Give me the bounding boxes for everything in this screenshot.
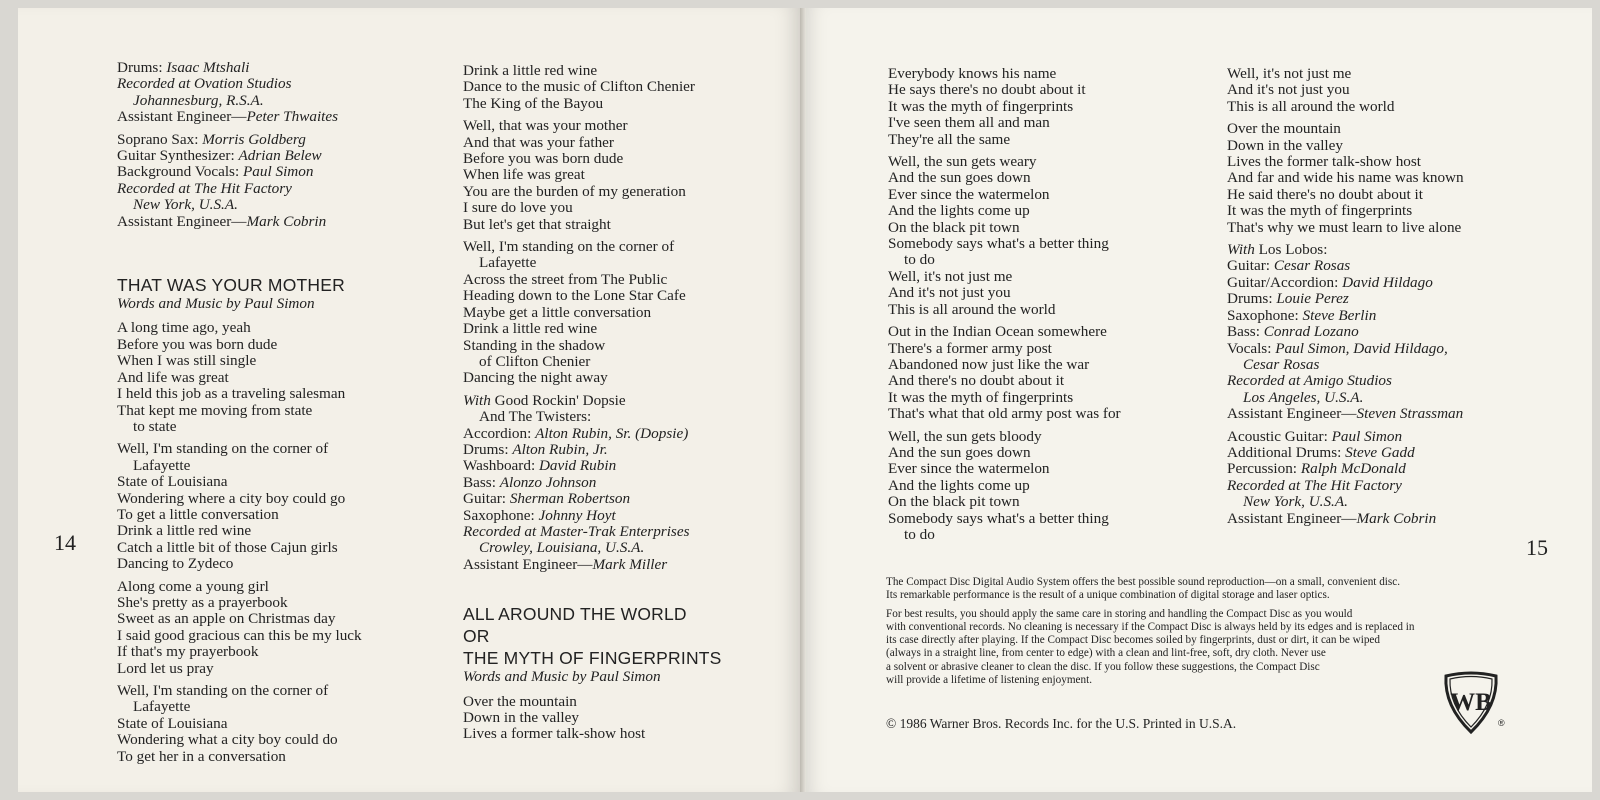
lyric-line: And that was your father xyxy=(463,133,614,151)
warner-bros-logo-icon xyxy=(1440,668,1505,741)
lyrics xyxy=(1227,66,1464,236)
verse xyxy=(117,320,362,435)
lyric-line: Abandoned now just like the war xyxy=(888,355,1090,373)
right-column-1 xyxy=(888,66,1121,543)
credit-line: Guitar: Sherman Robertson xyxy=(463,490,631,508)
credit-line: Background Vocals: Paul Simon xyxy=(117,163,314,181)
lyric-line: Well, I'm standing on the corner of xyxy=(117,440,329,458)
credit-line: Recorded at Ovation Studios xyxy=(117,75,292,93)
lyric-line: Lafayette xyxy=(133,698,191,716)
verse xyxy=(117,579,362,677)
right-column-2 xyxy=(1227,66,1464,527)
verse xyxy=(888,66,1121,148)
fine-line: (always in a straight line, from center to edge) with a clean and lint-free, soft, dry cloth. Never use xyxy=(886,647,1326,660)
credit-block xyxy=(117,60,362,126)
lyric-line: I held this job as a traveling salesman xyxy=(117,385,346,403)
lyric-line: Across the street from The Public xyxy=(463,270,668,288)
lyric-line: Out in the Indian Ocean somewhere xyxy=(888,323,1107,341)
lyric-line: Lives the former talk-show host xyxy=(1227,153,1422,171)
fine-line: Its remarkable performance is the result of a unique combination of digital storage and laser optics. xyxy=(886,589,1330,602)
lyric-line: Lives a former talk-show host xyxy=(463,725,646,743)
lyric-line: Well, the sun gets weary xyxy=(888,153,1037,171)
lyrics xyxy=(463,694,722,743)
verse xyxy=(463,63,722,112)
band-line: And The Twisters: xyxy=(479,408,592,426)
credit-block xyxy=(1227,429,1464,527)
verse xyxy=(1227,66,1464,115)
credit-line: Los Angeles, U.S.A. xyxy=(1243,388,1364,406)
credit-line: Drums: Louie Perez xyxy=(1227,290,1349,308)
credit-line: Drums: Isaac Mtshali xyxy=(117,59,250,76)
credit-line: Recorded at The Hit Factory xyxy=(1227,476,1402,494)
song-credit: Words and Music by Paul Simon xyxy=(463,668,661,686)
credit-line: Saxophone: Steve Berlin xyxy=(1227,306,1377,324)
song-credit: Words and Music by Paul Simon xyxy=(117,295,315,313)
lyric-line: And the lights come up xyxy=(888,202,1030,220)
credit-line: Bass: Alonzo Johnson xyxy=(463,473,597,491)
credit-line: Guitar: Cesar Rosas xyxy=(1227,257,1351,275)
lyric-line: Well, it's not just me xyxy=(1227,65,1352,82)
credit-line: Recorded at The Hit Factory xyxy=(117,179,292,197)
lyric-line: Well, it's not just me xyxy=(888,267,1013,285)
lyric-line: It was the myth of fingerprints xyxy=(888,97,1074,115)
lyric-line: And it's not just you xyxy=(888,284,1011,302)
left-column-1 xyxy=(117,60,362,765)
credit-line: Guitar Synthesizer: Adrian Belew xyxy=(117,147,322,165)
verse xyxy=(463,694,722,743)
lyric-line: He said there's no doubt about it xyxy=(1227,185,1423,203)
lyric-line: Well, the sun gets bloody xyxy=(888,427,1042,445)
credit-block xyxy=(1227,258,1464,422)
copyright: © 1986 Warner Bros. Records Inc. for the U.S. Printed in U.S.A. xyxy=(886,716,1237,731)
song-title-line: THE MYTH OF FINGERPRINTS xyxy=(463,648,722,669)
lyric-line: He says there's no doubt about it xyxy=(888,81,1086,99)
credit-line: Bass: Conrad Lozano xyxy=(1227,323,1359,341)
lyric-line: I said good gracious can this be my luck xyxy=(117,626,362,644)
credit-line: Assistant Engineer—Peter Thwaites xyxy=(117,108,339,126)
lyric-line: She's pretty as a prayerbook xyxy=(117,593,288,611)
lyric-line: But let's get that straight xyxy=(463,215,611,233)
lyric-line: On the black pit town xyxy=(888,493,1020,511)
song-title-line: OR xyxy=(463,626,490,647)
lyric-line: I sure do love you xyxy=(463,199,573,217)
song-title-line: ALL AROUND THE WORLD xyxy=(463,604,687,625)
lyric-line: It was the myth of fingerprints xyxy=(1227,202,1413,220)
lyric-line: This is all around the world xyxy=(888,300,1056,318)
lyric-line: to do xyxy=(904,525,935,543)
lyric-line: This is all around the world xyxy=(1227,97,1395,115)
credit-line: Assistant Engineer—Mark Cobrin xyxy=(1227,509,1437,527)
lyric-line: Ever since the watermelon xyxy=(888,185,1050,203)
verse xyxy=(463,118,722,233)
verse xyxy=(117,683,362,765)
lyric-line: Wondering where a city boy could go xyxy=(117,489,346,507)
lyric-line: to state xyxy=(133,417,177,435)
lyric-line: That kept me moving from state xyxy=(117,401,313,419)
fine-line: For best results, you should apply the same care in storing and handling the Compact Disc as you would xyxy=(886,607,1353,620)
verse xyxy=(888,429,1121,544)
lyric-line: Somebody says what's a better thing xyxy=(888,235,1109,253)
credit-line: New York, U.S.A. xyxy=(1243,493,1348,511)
credit-line: Assistant Engineer—Steven Strassman xyxy=(1227,405,1464,423)
lyric-line: Dance to the music of Clifton Chenier xyxy=(463,78,695,96)
lyric-line: To get a little conversation xyxy=(117,505,279,523)
lyric-line: Lafayette xyxy=(479,254,537,272)
lyric-line: Drink a little red wine xyxy=(463,62,598,79)
lyric-line: And the lights come up xyxy=(888,476,1030,494)
svg-text:WB: WB xyxy=(1450,689,1492,716)
lyric-line: To get her in a conversation xyxy=(117,747,286,765)
lyric-line: And there's no doubt about it xyxy=(888,372,1065,390)
verse xyxy=(463,239,722,387)
lyric-line: Somebody says what's a better thing xyxy=(888,509,1109,527)
lyric-line: Over the mountain xyxy=(1227,120,1341,138)
lyric-line: Lord let us pray xyxy=(117,659,214,677)
lyric-line: Everybody knows his name xyxy=(888,65,1057,82)
lyric-line: Catch a little bit of those Cajun girls xyxy=(117,538,338,556)
registered-mark: ® xyxy=(1498,718,1505,728)
credit-line: Johannesburg, R.S.A. xyxy=(133,91,264,109)
lyric-line: Ever since the watermelon xyxy=(888,460,1050,478)
lyric-line: That's what that old army post was for xyxy=(888,405,1121,423)
verse xyxy=(888,324,1121,422)
credit-line: Percussion: Ralph McDonald xyxy=(1227,460,1406,478)
credit-line: Assistant Engineer—Mark Miller xyxy=(463,555,668,573)
lyric-line: There's a former army post xyxy=(888,339,1052,357)
lyric-line: Maybe get a little conversation xyxy=(463,303,652,321)
lyric-line: of Clifton Chenier xyxy=(479,352,591,370)
lyric-line: I've seen them all and man xyxy=(888,114,1050,132)
lyric-line: State of Louisiana xyxy=(117,714,228,732)
left-column-2 xyxy=(463,63,722,743)
credit-line: Soprano Sax: Morris Goldberg xyxy=(117,130,306,148)
fine-paragraph xyxy=(886,576,1414,603)
lyric-line: Along come a young girl xyxy=(117,577,269,595)
fine-line: will provide a lifetime of listening enjoyment. xyxy=(886,674,1092,687)
lyric-line: When life was great xyxy=(463,166,585,184)
credit-line: Recorded at Master-Trak Enterprises xyxy=(463,522,690,540)
credit-line: Recorded at Amigo Studios xyxy=(1227,372,1392,390)
credit-line: Vocals: Paul Simon, David Hildago, xyxy=(1227,339,1448,357)
credit-block xyxy=(463,426,722,574)
lyric-line: Dancing the night away xyxy=(463,369,608,387)
page-number-left: 14 xyxy=(54,530,76,555)
lyric-line: Sweet as an apple on Christmas day xyxy=(117,610,336,628)
lyric-line: And it's not just you xyxy=(1227,81,1350,99)
cd-care-text xyxy=(886,576,1414,687)
verse xyxy=(117,441,362,572)
lyric-line: And the sun goes down xyxy=(888,169,1031,187)
credit-line: Accordion: Alton Rubin, Sr. (Dopsie) xyxy=(463,424,689,442)
credit-line: Cesar Rosas xyxy=(1243,355,1320,373)
fine-line: a solvent or abrasive cleaner to clean the disc. If you follow these suggestions, the Compact Disc xyxy=(886,660,1320,673)
lyric-line: to do xyxy=(904,251,935,269)
fine-line: with conventional records. No cleaning is necessary if the Compact Disc is always held by its edges and is replaced in xyxy=(886,620,1415,633)
lyric-line: Well, I'm standing on the corner of xyxy=(117,682,329,699)
lyric-line: Dancing to Zydeco xyxy=(117,555,234,573)
lyric-line: Down in the valley xyxy=(1227,136,1343,154)
lyric-line: Drink a little red wine xyxy=(463,320,598,338)
lyric-line: On the black pit town xyxy=(888,218,1020,236)
credit-line: New York, U.S.A. xyxy=(133,196,238,214)
lyric-line: It was the myth of fingerprints xyxy=(888,388,1074,406)
lyric-line: Over the mountain xyxy=(463,692,577,710)
credit-line: Washboard: David Rubin xyxy=(463,457,617,475)
lyric-line: Drink a little red wine xyxy=(117,522,252,540)
fine-line: its case directly after playing. If the Compact Disc becomes soiled by fingerprints, dust or dirt, it can be wiped xyxy=(886,634,1380,647)
credit-block xyxy=(117,132,362,230)
lyric-line: Well, that was your mother xyxy=(463,117,628,135)
lyric-line: That's why we must learn to live alone xyxy=(1227,218,1462,236)
credit-line: Assistant Engineer—Mark Cobrin xyxy=(117,212,327,230)
credit-line: Additional Drums: Steve Gadd xyxy=(1227,443,1415,461)
lyric-line: Down in the valley xyxy=(463,709,579,726)
lyric-line: Before you was born dude xyxy=(463,150,624,168)
fine-paragraph xyxy=(886,608,1414,688)
lyric-line: And far and wide his name was known xyxy=(1227,169,1464,187)
lyrics xyxy=(117,320,362,765)
song-title: THAT WAS YOUR MOTHER xyxy=(117,275,345,296)
credit-line: Acoustic Guitar: Paul Simon xyxy=(1227,427,1403,445)
lyric-line: The King of the Bayou xyxy=(463,94,604,112)
lyric-line: And life was great xyxy=(117,368,229,386)
lyric-line: They're all the same xyxy=(888,130,1011,148)
lyric-line: When I was still single xyxy=(117,352,257,370)
credit-line: Drums: Alton Rubin, Jr. xyxy=(463,440,608,458)
lyrics xyxy=(463,63,722,387)
credit-line: Crowley, Louisiana, U.S.A. xyxy=(479,539,645,557)
band-line: With Los Lobos: xyxy=(1227,241,1328,259)
lyric-line: Standing in the shadow xyxy=(463,336,606,354)
lyric-line: And the sun goes down xyxy=(888,443,1031,461)
lyric-line: Wondering what a city boy could do xyxy=(117,731,338,749)
lyric-line: You are the burden of my generation xyxy=(463,182,686,200)
lyric-line: Before you was born dude xyxy=(117,335,278,353)
lyric-line: A long time ago, yeah xyxy=(117,319,251,337)
lyrics xyxy=(888,66,1121,543)
lyric-line: Lafayette xyxy=(133,456,191,474)
band-line: With Good Rockin' Dopsie xyxy=(463,391,626,409)
verse xyxy=(888,154,1121,318)
wb-shield-icon xyxy=(1440,668,1502,736)
credit-line: Saxophone: Johnny Hoyt xyxy=(463,506,616,524)
lyric-line: State of Louisiana xyxy=(117,473,228,491)
page-number-right: 15 xyxy=(1526,535,1548,560)
lyric-line: Well, I'm standing on the corner of xyxy=(463,238,675,256)
credit-line: Guitar/Accordion: David Hildago xyxy=(1227,273,1433,291)
verse xyxy=(1227,121,1464,236)
lyric-line: If that's my prayerbook xyxy=(117,643,259,661)
fine-line: The Compact Disc Digital Audio System offers the best possible sound reproduction—on a small, convenient disc. xyxy=(886,576,1401,588)
lyric-line: Heading down to the Lone Star Cafe xyxy=(463,287,686,305)
